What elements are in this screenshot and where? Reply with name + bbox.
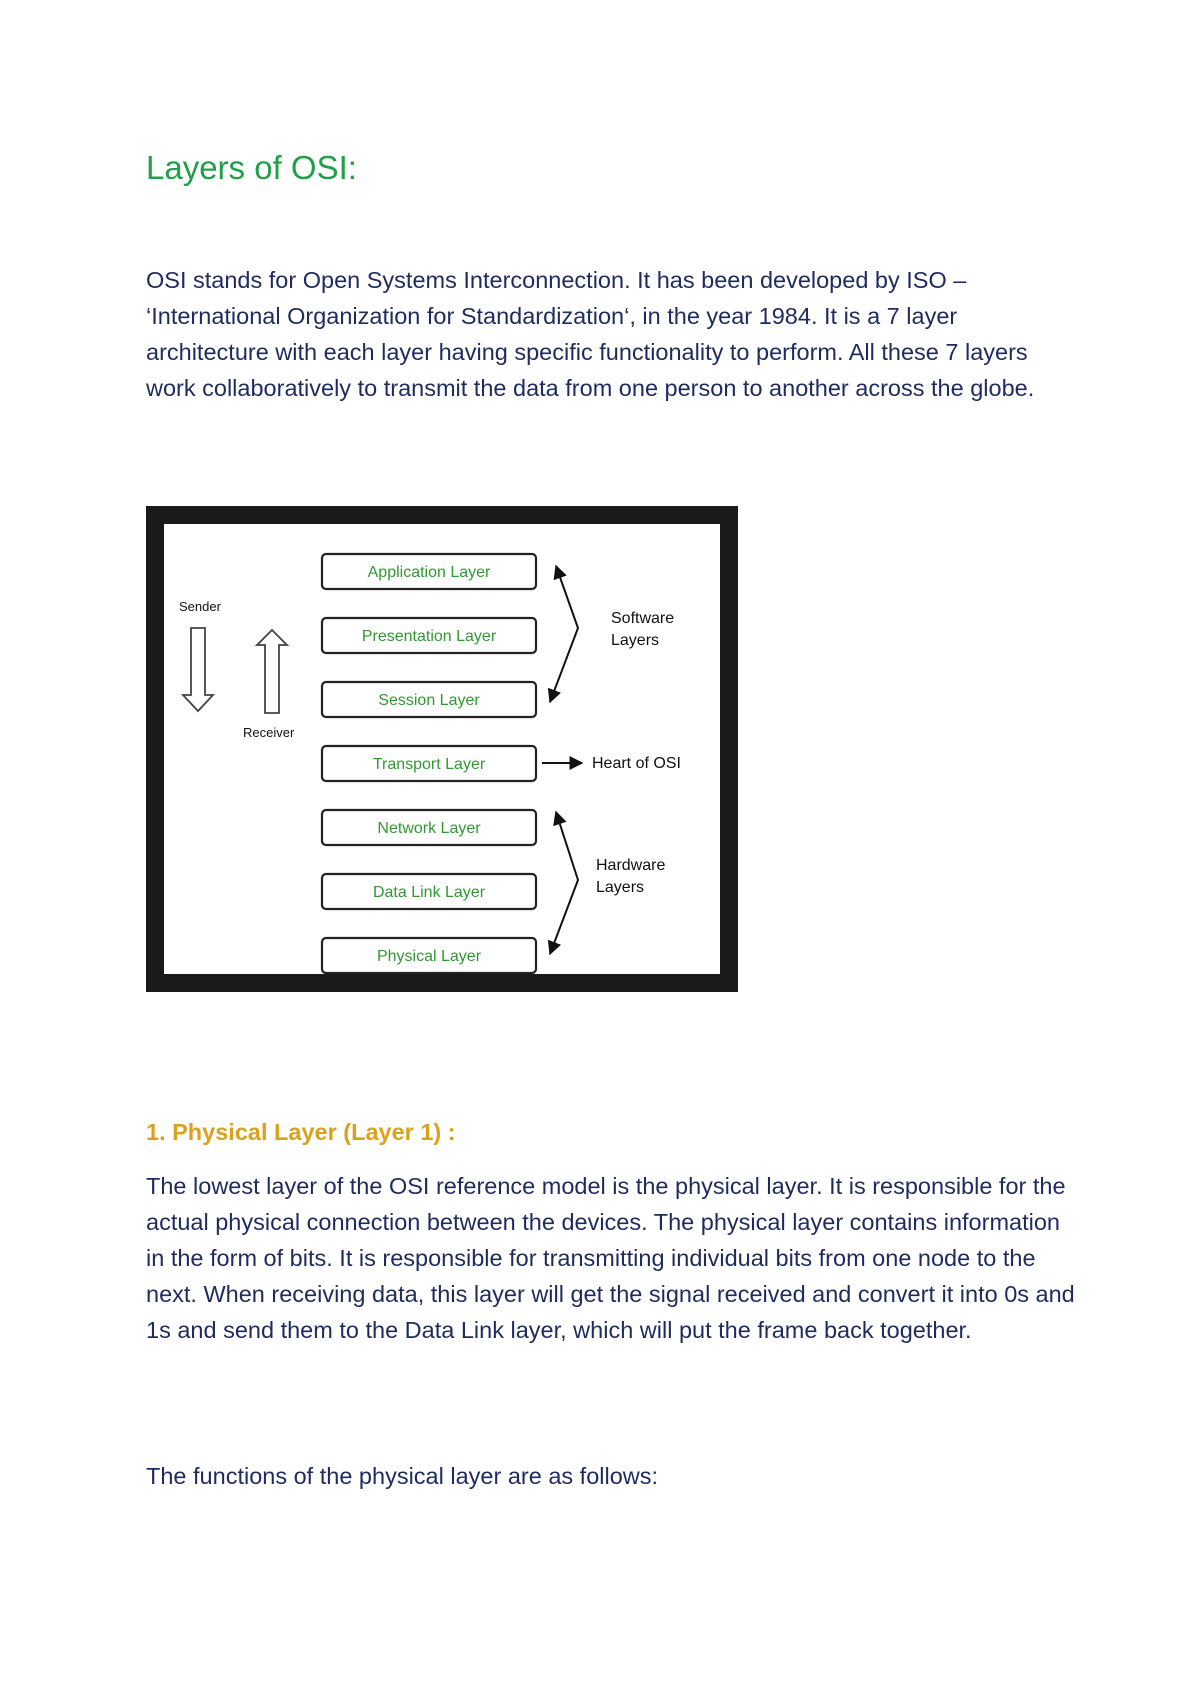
physical-layer-paragraph: The lowest layer of the OSI reference model is the physical layer. It is responsible for the actual physical connection between the devices. The physical layer contains information in the form of bits. It is responsible for transmitting individual bits from one node to the next. When receiving data, this layer will get the signal received and convert it into 0s and 1s and send them to the Data Link layer, which will put the frame back together.	[146, 1173, 1075, 1343]
osi-diagram	[164, 524, 720, 974]
hardware-layers-label: Hardware Layers	[596, 857, 666, 896]
sender-down-arrow-icon	[183, 628, 213, 711]
layer-label-application: Application Layer	[367, 564, 491, 581]
layer-label-transport: Transport Layer	[372, 756, 486, 773]
software-bracket-icon	[550, 566, 578, 702]
layer-label-physical: Physical Layer	[376, 948, 482, 965]
receiver-label: Receiver	[243, 725, 295, 740]
hardware-bracket-icon	[550, 812, 578, 954]
layer-label-presentation: Presentation Layer	[361, 628, 497, 645]
layer-label-data-link: Data Link Layer	[372, 884, 486, 901]
heart-of-osi-label: Heart of OSI	[592, 755, 681, 772]
receiver-up-arrow-icon	[257, 630, 287, 713]
layer-label-session: Session Layer	[378, 692, 480, 709]
page-title: Layers of OSI:	[146, 149, 357, 186]
software-layers-label: Software Layers	[611, 610, 675, 649]
sender-label: Sender	[179, 599, 221, 614]
layer-label-network: Network Layer	[377, 820, 481, 837]
functions-intro-paragraph: The functions of the physical layer are as follows:	[146, 1463, 659, 1489]
section-heading-physical-layer: 1. Physical Layer (Layer 1) :	[146, 1119, 456, 1145]
osi-diagram-frame	[146, 506, 738, 992]
intro-paragraph: OSI stands for Open Systems Interconnection. It has been developed by ISO – ‘International Organization for Standardization‘, in the year 1984. It is a 7 layer architecture with each layer having specific functionality to perform. All these 7 layers work collaboratively to transmit the data from one person to another across the globe.	[146, 267, 1035, 401]
